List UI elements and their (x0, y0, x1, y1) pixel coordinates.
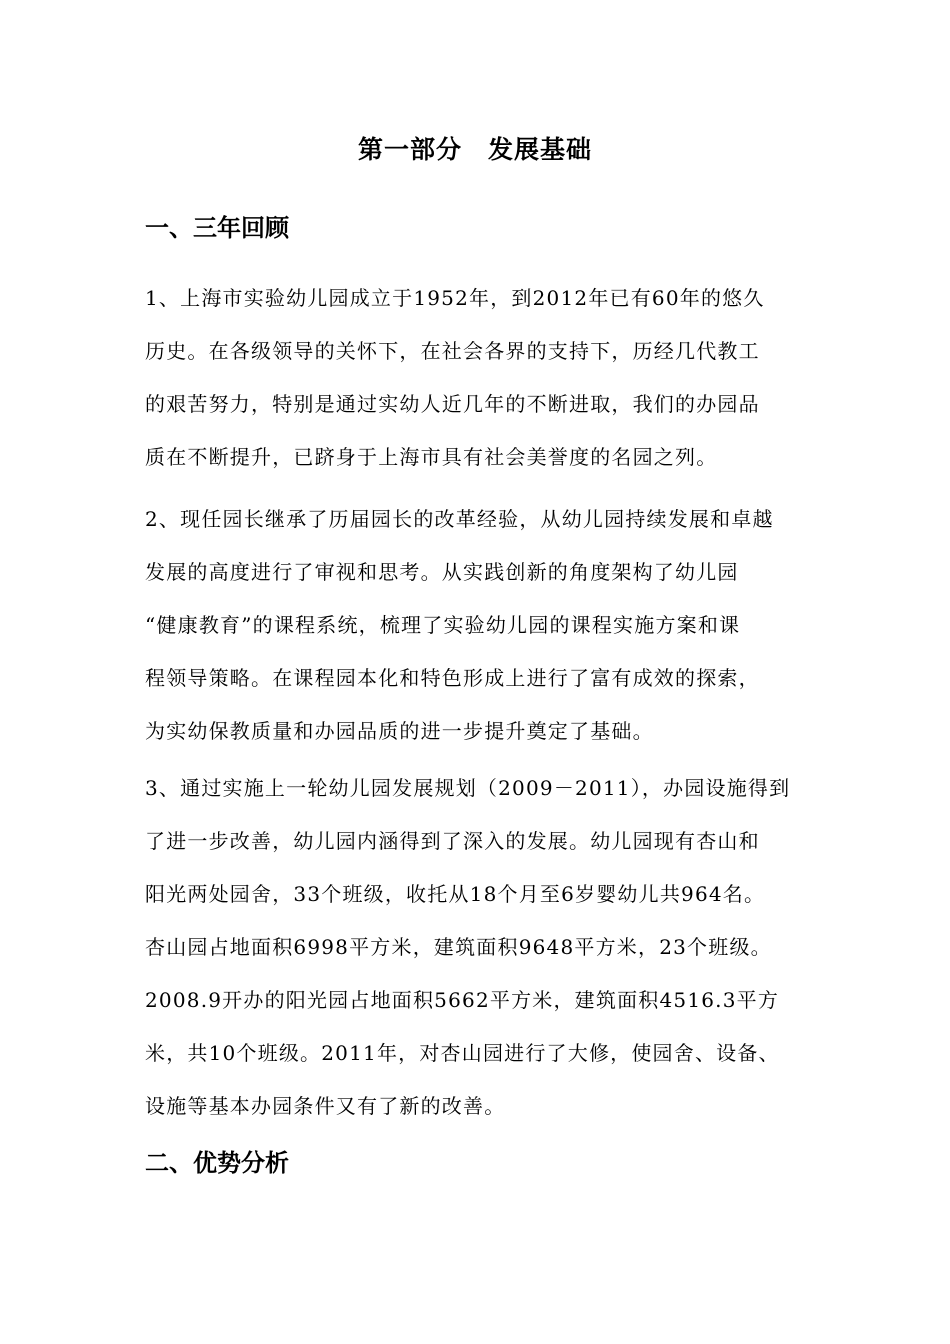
paragraph-line: 的艰苦努力，特别是通过实幼人近几年的不断进取，我们的办园品 (145, 392, 760, 416)
paragraph-line: 1、上海市实验幼儿园成立于1952年，到2012年已有60年的悠久 (145, 286, 765, 310)
paragraph-line: 发展的高度进行了审视和思考。从实践创新的角度架构了幼儿园 (145, 560, 739, 584)
paragraph-line: 杏山园占地面积6998平方米，建筑面积9648平方米，23个班级。 (145, 935, 772, 959)
paragraph-line: 2008.9开办的阳光园占地面积5662平方米，建筑面积4516.3平方 (145, 988, 780, 1012)
paragraph-1 (145, 272, 810, 484)
paragraph-line: 了进一步改善，幼儿园内涵得到了深入的发展。幼儿园现有杏山和 (145, 829, 760, 853)
paragraph-line: 米，共10个班级。2011年，对杏山园进行了大修，使园舍、设备、 (145, 1041, 780, 1065)
part-title: 第一部分 发展基础 (357, 135, 592, 164)
paragraph-2 (145, 493, 810, 758)
paragraph-line: 为实幼保教质量和办园品质的进一步提升奠定了基础。 (145, 719, 654, 743)
section-heading-review: 一、三年回顾 (145, 214, 289, 242)
paragraph-line: 设施等基本办园条件又有了新的改善。 (145, 1094, 506, 1118)
section-heading-advantages: 二、优势分析 (145, 1149, 289, 1177)
paragraph-line: 2、现任园长继承了历届园长的改革经验，从幼儿园持续发展和卓越 (145, 507, 774, 531)
paragraph-line: 3、通过实施上一轮幼儿园发展规划（2009－2011），办园设施得到 (145, 776, 791, 800)
paragraph-line: 阳光两处园舍，33个班级，收托从18个月至6岁婴幼儿共964名。 (145, 882, 766, 906)
paragraph-line: 质在不断提升，已跻身于上海市具有社会美誉度的名园之列。 (145, 445, 718, 469)
paragraph-line: 程领导策略。在课程园本化和特色形成上进行了富有成效的探索， (145, 666, 760, 690)
paragraph-3 (145, 762, 810, 1133)
paragraph-line: “健康教育”的课程系统，梳理了实验幼儿园的课程实施方案和课 (145, 613, 741, 637)
paragraph-line: 历史。在各级领导的关怀下，在社会各界的支持下，历经几代教工 (145, 339, 760, 363)
